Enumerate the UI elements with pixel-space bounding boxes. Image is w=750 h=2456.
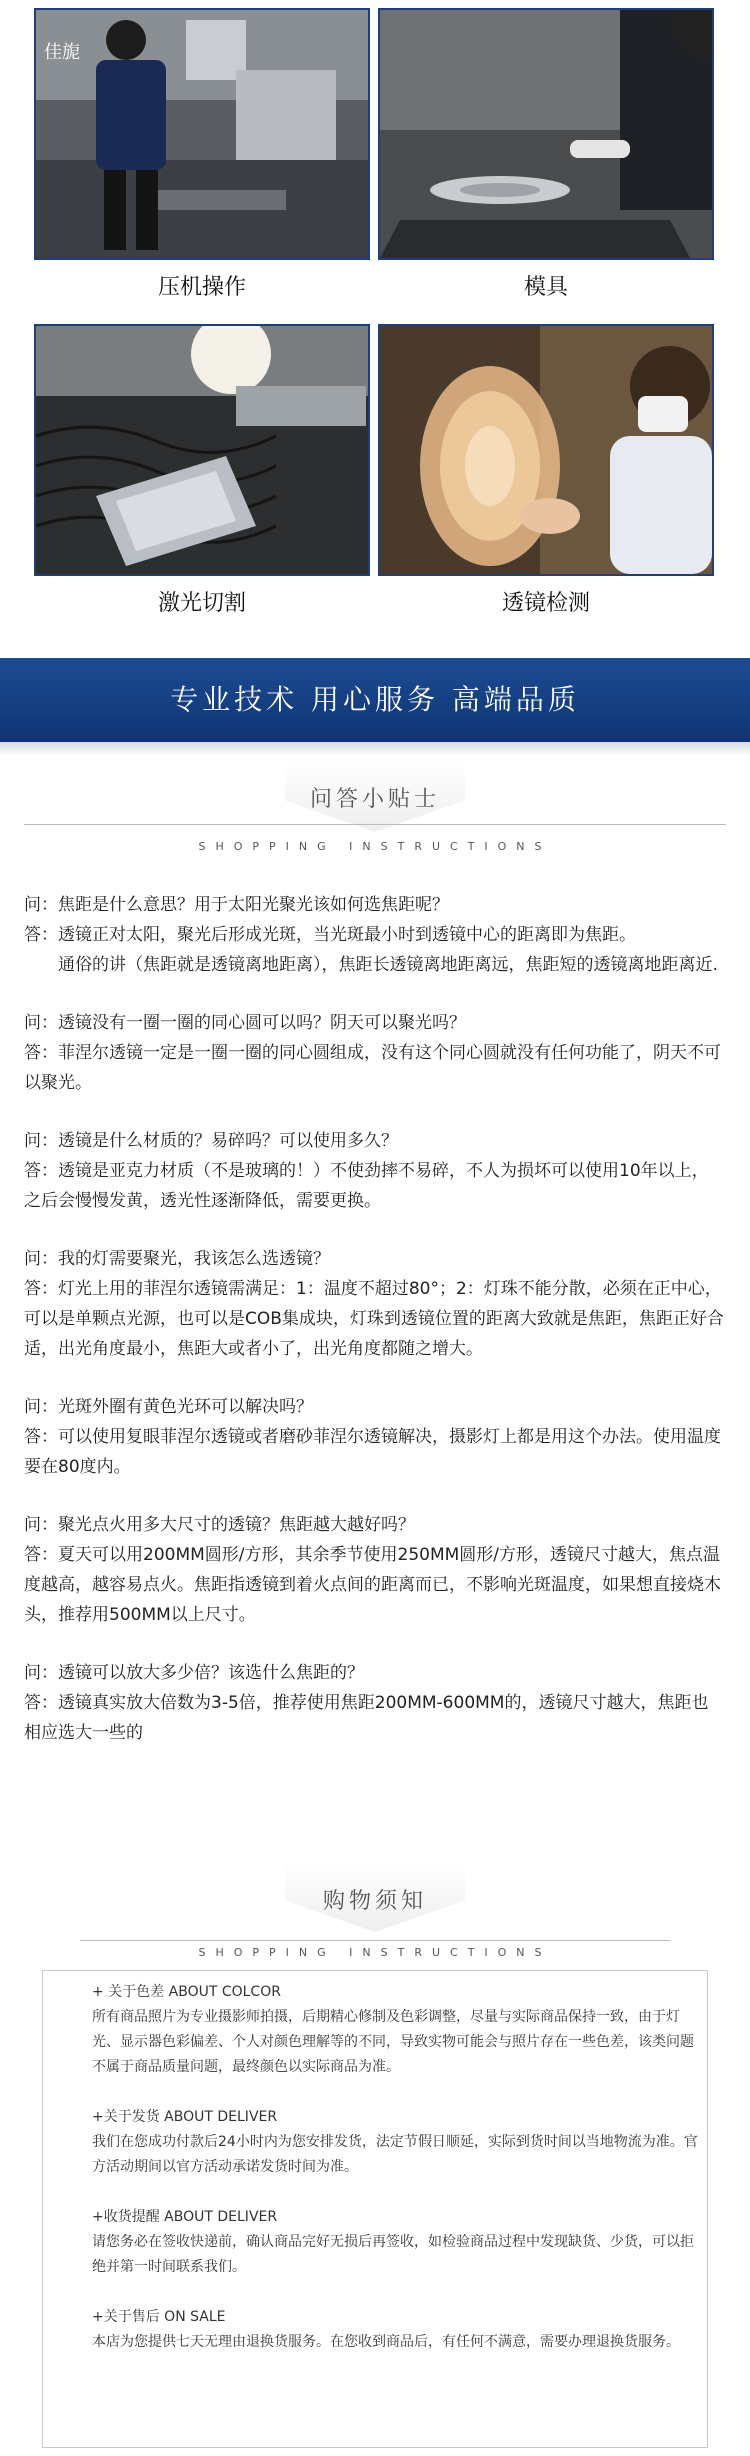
photo-caption: 激光切割 — [157, 591, 246, 616]
notice-text: 所有商品照片为专业摄影师拍摄，后期精心修制及色彩调整，尽量与实际商品保持一致，由于灯光、显示器色彩偏差、个人对颜色理解等的不同，导致实物可能会与照片存在一些色差，该类问题不属于商品质量问题，最终颜色以实际商品为准。 — [92, 2009, 694, 2075]
photo-cell-laser — [34, 324, 370, 616]
photo-cell-press — [34, 8, 370, 300]
qa-item — [24, 1126, 724, 1216]
qa-answer: 答：菲涅尔透镜一定是一圈一圈的同心圆组成，没有这个同心圆就没有任何功能了，阴天不可以聚光。 — [24, 1043, 721, 1093]
qa-answer: 答：透镜真实放大倍数为3-5倍，推荐使用焦距200MM-600MM的，透镜尺寸越大，焦距也相应选大一些的 — [24, 1693, 709, 1743]
notice-text: 本店为您提供七天无理由退换货服务。在您收到商品后，有任何不满意，需要办理退换货服务。 — [92, 2334, 680, 2350]
qa-question: 问：透镜可以放大多少倍？该选什么焦距的？ — [24, 1663, 364, 1683]
qa-item — [24, 1510, 724, 1630]
qa-answer: 答：透镜是亚克力材质（不是玻璃的！）不使劲摔不易碎，不人为损坏可以使用10年以上，之后会慢慢发黄，透光性逐渐降低，需要更换。 — [24, 1161, 709, 1211]
qa-section-subtitle: SHOPPING INSTRUCTIONS — [198, 840, 552, 853]
banner-shadow — [0, 742, 750, 756]
mold-photo — [378, 8, 714, 260]
notice-text: 请您务必在签收快递前，确认商品完好无损后再签收，如检验商品过程中发现缺货、少货，可以拒绝并第一时间联系我们。 — [92, 2234, 694, 2275]
qa-item — [24, 1392, 724, 1482]
notice-text: 我们在您成功付款后24小时内为您安排发货，法定节假日顺延，实际到货时间以当地物流为准。官方活动期间以官方活动承诺发货时间为准。 — [92, 2134, 698, 2175]
notice-section-title: 购物须知 — [322, 1889, 427, 1914]
photo-caption: 模具 — [523, 275, 568, 300]
notice-list — [92, 1980, 704, 2380]
press-photo-image — [36, 10, 368, 258]
qa-question: 问：透镜是什么材质的？易碎吗？可以使用多久？ — [24, 1131, 398, 1151]
qa-section-title: 问答小贴士 — [309, 787, 440, 812]
laser-photo-image — [36, 326, 368, 574]
qa-answer-note: 通俗的讲（焦距就是透镜离地距离），焦距长透镜离地距离远，焦距短的透镜离地距离近. — [58, 955, 718, 975]
qa-header-divider — [24, 824, 726, 825]
qa-item — [24, 890, 724, 980]
qa-question: 问：透镜没有一圈一圈的同心圆可以吗？阴天可以聚光吗？ — [24, 1013, 466, 1033]
qa-answer: 答：夏天可以用200MM圆形/方形，其余季节使用250MM圆形/方形，透镜尺寸越大，焦点温度越高，越容易点火。焦距指透镜到着火点间的距离而已，不影响光斑温度，如果想直接烧木头，推荐用500MM以上尺寸。 — [24, 1545, 721, 1625]
qa-answer: 答：可以使用复眼菲涅尔透镜或者磨砂菲涅尔透镜解决，摄影灯上都是用这个办法。使用温度要在80度内。 — [24, 1427, 721, 1477]
qa-question: 问：聚光点火用多大尺寸的透镜？焦距越大越好吗？ — [24, 1515, 415, 1535]
photo-cell-lens — [378, 324, 714, 616]
notice-item-receipt — [92, 2205, 704, 2280]
watermark-text: 佳旎 — [44, 42, 80, 63]
notice-heading: + 关于色差 ABOUT COLCOR — [92, 1984, 281, 2000]
notice-header-divider — [80, 1940, 670, 1941]
qa-answer: 答：透镜正对太阳，聚光后形成光斑，当光斑最小时到透镜中心的距离即为焦距。 — [24, 925, 636, 945]
notice-section-subtitle: SHOPPING INSTRUCTIONS — [198, 1946, 552, 1959]
qa-question: 问：我的灯需要聚光，我该怎么选透镜？ — [24, 1249, 330, 1269]
laser-photo — [34, 324, 370, 576]
qa-list — [24, 890, 724, 1776]
press-photo — [34, 8, 370, 260]
lens-inspection-photo-image — [380, 326, 712, 574]
notice-heading: +关于发货 ABOUT DELIVER — [92, 2109, 278, 2125]
notice-item-aftersale — [92, 2305, 704, 2355]
qa-item — [24, 1244, 724, 1364]
photo-caption: 压机操作 — [157, 275, 246, 300]
notice-item-color — [92, 1980, 704, 2080]
photo-caption: 透镜检测 — [501, 591, 590, 616]
lens-inspection-photo — [378, 324, 714, 576]
notice-heading: +收货提醒 ABOUT DELIVER — [92, 2209, 278, 2225]
photo-cell-mold — [378, 8, 714, 300]
qa-question: 问：光斑外圈有黄色光环可以解决吗？ — [24, 1397, 313, 1417]
qa-answer: 答：灯光上用的菲涅尔透镜需满足：1：温度不超过80°；2：灯珠不能分散，必须在正中心，可以是单颗点光源，也可以是COB集成块，灯珠到透镜位置的距离大致就是焦距，焦距正好合适，出光角度最小，焦距大或者小了，出光角度都随之增大。 — [24, 1279, 724, 1359]
qa-item — [24, 1658, 724, 1748]
slogan-banner: 专业技术 用心服务 高端品质 — [0, 658, 750, 742]
notice-heading: +关于售后 ON SALE — [92, 2309, 226, 2325]
mold-photo-image — [380, 10, 712, 258]
qa-question: 问：焦距是什么意思？用于太阳光聚光该如何选焦距呢？ — [24, 895, 449, 915]
notice-item-delivery — [92, 2105, 704, 2180]
qa-item — [24, 1008, 724, 1098]
